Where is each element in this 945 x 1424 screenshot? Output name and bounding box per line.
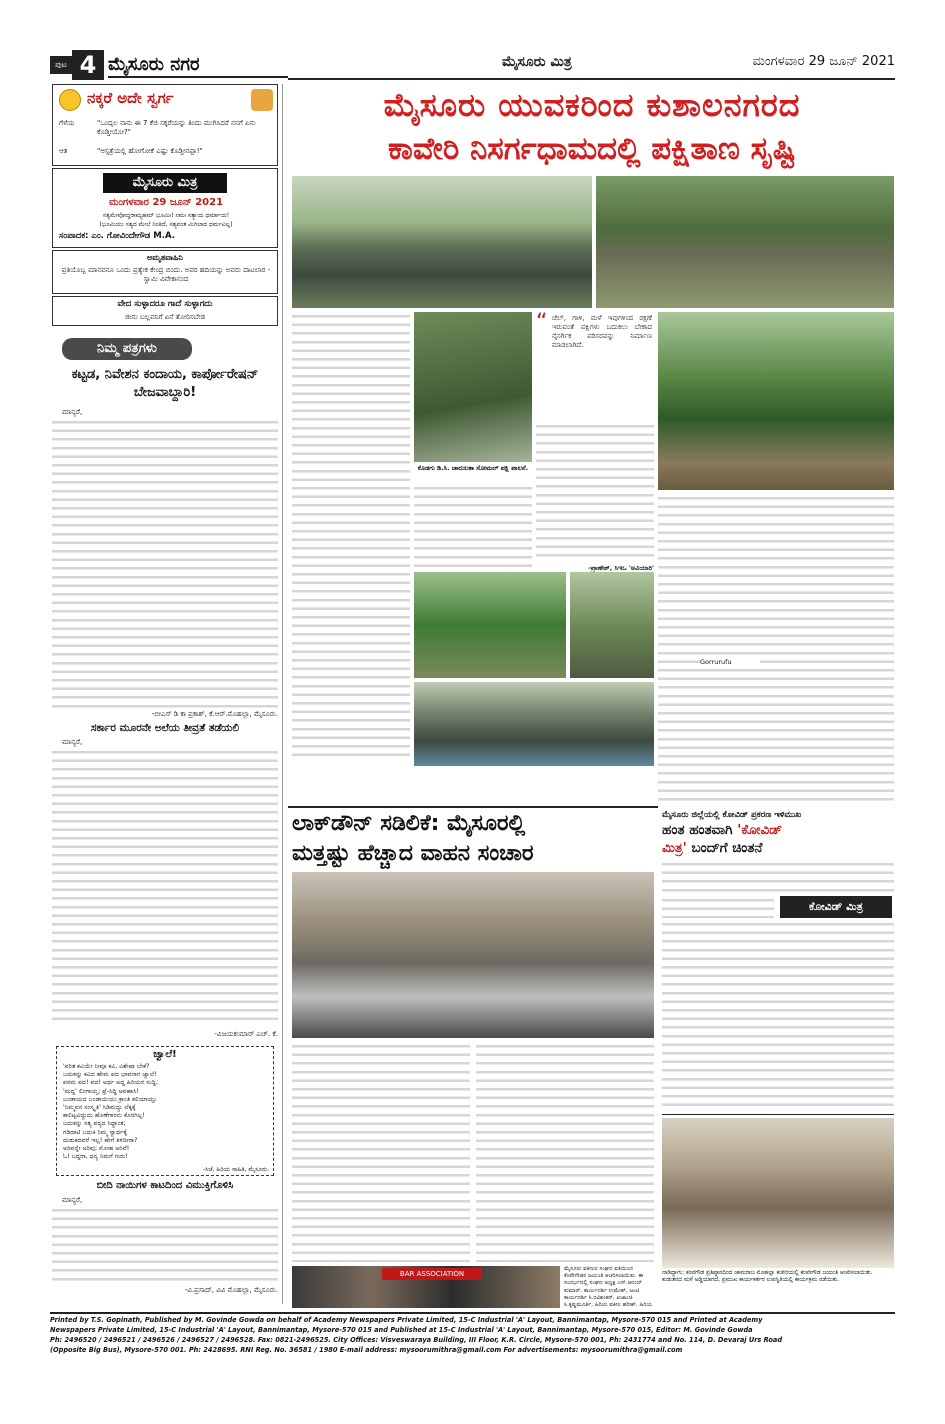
amrutavahini-text: ಪ್ರತಿಯೊಬ್ಬ ಮಾನವನೂ ಒಂದು ಪ್ರತ್ಯೇಕ ಕೇಂದ್ರ ಬಿಂದು. ಅವರ ಹದಿಯನ್ನು ಅವರು ದಾಟಲಾರ - ಸ್ವಾಮಿ ವಿವೇಕಾನಂದ bbox=[61, 266, 271, 283]
cartoon-icon bbox=[251, 89, 273, 111]
poem-line: 'ನಿಮ್ಮವನ ಸಂಸ್ಕೃತಿ' ಸಿಡಿಮದ್ದು ಲೆಕ್ಕಕ್ಕೆ bbox=[63, 1104, 136, 1112]
dogs-letter-title: ಬೀದಿ ನಾಯಿಗಳ ಕಾಟದಿಂದ ವಿಮುಕ್ತಿಗೊಳಿಸಿ bbox=[96, 1180, 234, 1191]
imprint-line-2: Newspapers Private Limited, 15-C Industrial 'A' Layout, Bannimantap, Mysore-570 015 and Published at 15-C Industrial 'A' Layout, Bannimantap, Mysore-570 015, Editor: M. Govinde Gowda bbox=[50, 1326, 753, 1334]
gorurafu-label: Gorrurufu bbox=[700, 658, 760, 666]
letter-2-signature: -ವಿಜಯಕುಮಾರ್ ಎಚ್. ಕೆ. bbox=[214, 1030, 278, 1038]
column-divider bbox=[282, 84, 283, 1304]
covid-headline-2-a: ಹಂತ ಹಂತವಾಗಿ bbox=[662, 822, 738, 838]
masthead-motto-2: (ಭೂಮಿಯು ಸತ್ಯದ ಮೇಲೆ ನಿಂತಿದೆ, ಸತ್ಯವಂತ ಮಿಗಿಲಾದ ಧರ್ಮವಿಲ್ಲ) bbox=[99, 221, 233, 228]
page-header bbox=[50, 50, 895, 80]
quote-mark-icon: “ bbox=[536, 312, 548, 335]
poem-line: ಬದುಕನ್ನು ಕವಿದ ಹೇಮ ಪದ ಭಾವನಾಗ ಜ್ವಾಲೆ! bbox=[63, 1071, 157, 1079]
imprint-line-4: (Opposite Big Bus), Mysore-570 001. Ph: 2428695. RNI Reg. No. 36581 / 1980 E-mail address: mysoorumithra@gmail.com For advertisements: mysoorumithra@gmail.com bbox=[50, 1346, 683, 1354]
poem-line: ಅರಿವನ್ನೇ ಅರಿವು; ಮೋಹ ಅರಿವೆ! bbox=[63, 1145, 130, 1153]
waterfall-rockery-photo bbox=[414, 682, 654, 766]
lead-story-column-3 bbox=[536, 312, 654, 572]
lockdown-headline-2: ಮತ್ತಷ್ಟು ಹೆಚ್ಚಾದ ವಾಹನ ಸಂಚಾರ bbox=[292, 841, 534, 866]
letter-1-salute: ಮಾನ್ಯರೆ, bbox=[62, 408, 83, 416]
masthead-box-date: ಮಂಗಳವಾರ 29 ಜೂನ್ 2021 bbox=[108, 197, 224, 208]
poem-line: ದುಡುಕದವರೆ ಇಲ್ಲ! ಹೇಗೆ ತಿಳಿದೀರಾ? bbox=[63, 1136, 138, 1144]
lead-story-column-1 bbox=[292, 312, 410, 762]
covid-column-side bbox=[662, 896, 774, 918]
bar-association-text: ಮೈಸೂರು ವಕೀಲರ ಸಂಘದ ವತಿಯಿಂದ ಕೆಂಪೇಗೌಡರ ಜಯಂತಿ ಆಚರಿಸಲಾಯಿತು. ಈ ಸಂದರ್ಭದಲ್ಲಿ ಸಂಘದ ಅಧ್ಯಕ್ಷ ಎಸ್.ಆನಂದ್ ಕುಮಾರ್, ಕಾರ್ಯದರ್ಶಿ ಉಮೇಶ್, ಜಂಟಿ ಕಾರ್ಯದರ್ಶಿ ಸಿ.ರವಿಶಂಕರ್, ಖಜಾಂಚಿ ಸಿ.ಕೃಷ್ಣಮೂರ್ತಿ, ಹಿರಿಯ ವಕೀಲ ಹರೀಶ್, ಹಿರಿಯ bbox=[564, 1266, 653, 1308]
letter-1-signature: -ಬೀಎಸ್ ಡಿ ಕಾ ಪ್ರಕಾಶ್, ಕೆ.ಆರ್.ಮೊಹಲ್ಲಾ, ಮೈಸೂರು. bbox=[151, 710, 278, 718]
poem-signature: -ಸಿಜೆ, ಹಿರಿಯ ಸಾಹಿತಿ, ಮೈಸೂರು. bbox=[202, 1166, 269, 1173]
quote-body bbox=[536, 422, 654, 562]
poem-line: 'ಮದ್ದ' ಲಿಂಗಾಯ್ತ; ಫ್ರೆ-ಸಿದ್ಧಿ ಅವಹಾಸಿ! bbox=[63, 1087, 139, 1095]
letter-2-salute: ಮಾನ್ಯರೆ, bbox=[62, 738, 83, 746]
covid-photo-rule bbox=[662, 1114, 894, 1115]
poem-line: ಗಡಿದಾಟಿ ಬದುಕಿ ನಿಮ್ಮ ಸ್ವಾರ್ಥಕ್ಕೆ bbox=[63, 1128, 127, 1136]
pull-quote: ಚೆಲ್, ಗಾಳಿ, ಮಳೆ ಇವುಗಳಿಂದ ರಕ್ಷಣೆ ಇರುವಂತೆ ಪಕ್ಷಿಗಳು ಬದುಕಲು ಬೇಕಾದ ನೈಸರ್ಗಿಕ ಪರಿಸರವನ್ನು ನಿರ್ಮಾಣ ಮಾಡಲಾಗಿದೆ. bbox=[552, 314, 652, 349]
masthead-title: ಮೈಸೂರು ಮಿತ್ರ bbox=[502, 54, 572, 70]
lockdown-headline-1: ಲಾಕ್‌ಡೌನ್ ಸಡಿಲಿಕೆ: ಮೈಸೂರಲ್ಲಿ bbox=[292, 811, 526, 836]
masthead-box-name: ಮೈಸೂರು ಮಿತ್ರ bbox=[103, 173, 227, 193]
pull-quote-signature: -ಪ್ರಾಣೇಶ್, ಸಿಇಒ 'ಅವಿಯಾರಿ' bbox=[588, 564, 654, 572]
lockdown-column-1 bbox=[292, 1042, 470, 1262]
covid-headline-3-a: ಮಿತ್ರ' bbox=[662, 840, 687, 856]
lead-headline-2: ಕಾವೇರಿ ನಿಸರ್ಗಧಾಮದಲ್ಲಿ ಪಕ್ಷಿತಾಣ ಸೃಷ್ಟಿ bbox=[387, 131, 797, 167]
editor-line: ಸಂಪಾದಕ: ಎಂ. ಗೋವಿಂದೇಗೌಡ M.A. bbox=[59, 231, 175, 241]
masthead-motto-1: ಸತ್ಯಮೇವೋದ್ಧರಾಮ್ಯಹಮ್ ಭೂಮಿಃ! ನಮಃ ಸತ್ಯಾಯ ಧರ್ಮಾಯ! bbox=[102, 212, 230, 219]
letter-2-body bbox=[52, 748, 278, 1026]
kempegowda-jayanti-photo bbox=[662, 1118, 894, 1268]
lead-headline-1: ಮೈಸೂರು ಯುವಕರಿಂದ ಕುಶಾಲನಗರದ bbox=[383, 86, 801, 124]
dogs-letter-salute: ಮಾನ್ಯರೆ, bbox=[62, 1196, 83, 1204]
covid-headline-2 bbox=[662, 822, 894, 838]
letter-1-title: ಕಟ್ಟಡ, ನಿವೇಶನ ಕಂದಾಯ, ಕಾರ್ಪೋರೇಷನ್ ಬೇಜವಾಬ್ದಾರಿ! bbox=[71, 367, 259, 400]
lead-story-bottom-rule bbox=[288, 806, 658, 808]
masthead-box bbox=[52, 168, 278, 248]
page-label: ಪುಟ bbox=[50, 56, 72, 74]
joke-question: "ಒಂದ್ಸಲ ನಾನು ಈ 7 ಕೆಜಿ ಸಕ್ಕರೆಯನ್ನು ತಿಂದು ಮುಗಿಸಿದರೆ ನನಗೆ ಏನು ಕೊಡ್ತೀಯೋ?" bbox=[97, 119, 256, 136]
dc-photo-caption: ಕೊಡಗು ಡಿ.ಸಿ. ಚಾರುಲತಾ ಸೋಮಲ್ ಪಕ್ಷಿ ಪಾಲನೆ. bbox=[417, 464, 529, 472]
lockdown-column-2 bbox=[476, 1042, 654, 1262]
lead-story-column-2 bbox=[414, 484, 532, 572]
dc-with-bird-photo bbox=[414, 312, 532, 462]
bar-association-banner: BAR ASSOCIATION bbox=[382, 1268, 482, 1280]
amrutavahini-title: ಅಮೃತವಾಹಿನಿ bbox=[147, 253, 183, 262]
joke-question-label: ಗೆಳೆಯ bbox=[59, 119, 75, 127]
joke-box bbox=[52, 84, 278, 166]
joke-answer: "ಆಸ್ಪತ್ರೆಯಲ್ಲಿ ಹೋಗೋಕೆ ಎಷ್ಟು ಕೊಡ್ತೀನಪ್ಪಾ!" bbox=[97, 147, 203, 155]
poem-line: ಬಂಡಾಯದ ಬಂಡಾಯಿಯು ಕ್ರಾಂತಿ ಕಲಿಯಾಯ್ತು bbox=[63, 1095, 157, 1103]
joke-box-title: ನಕ್ಕರೆ ಅದೇ ಸ್ವರ್ಗ bbox=[87, 89, 174, 107]
poem-title: ಜ್ವಾಲೆ! bbox=[153, 1049, 177, 1060]
section-title: ಮೈಸೂರು ನಗರ bbox=[108, 52, 288, 78]
letters-section-title: ನಿಮ್ಮ ಪತ್ರಗಳು bbox=[62, 338, 192, 360]
letter-2-title: ಸರ್ಕಾರ ಮೂರನೇ ಅಲೆಯ ತೀವ್ರತೆ ತಡೆಯಲಿ bbox=[90, 722, 240, 734]
footer-rule bbox=[50, 1312, 895, 1314]
covid-column-top bbox=[662, 860, 894, 894]
proverb-line-1: ವೇದ ಸುಳ್ಳಾದರೂ ಗಾದೆ ಸುಳ್ಳಾಗದು bbox=[117, 299, 213, 309]
covid-headline-2-b: 'ಕೋವಿಡ್ bbox=[737, 822, 783, 838]
imprint-line-1: Printed by T.S. Gopinath, Published by M. Govinde Gowda on behalf of Academy Newspapers Private Limited, 15-C Industrial 'A' Layout, Bannimantap, Mysore-570 015 and Printed at Academy bbox=[50, 1316, 763, 1324]
proverb-line-2: ಜೀನು ಬಲ್ಲವನಿಗೆ ಏನೆ ತೋರಿಸಬೇಡ bbox=[124, 313, 206, 321]
poem-line: ಕಾಲಿಟ್ಟವಿದ್ದುದು ಹೊಣೆಗಾರನು ಕೊರಗಿಲ್ಲ! bbox=[63, 1112, 145, 1120]
letter-1-body bbox=[52, 418, 278, 708]
header-rule bbox=[288, 78, 895, 80]
joke-answer-label: ಆತ bbox=[59, 147, 68, 155]
dogs-letter-signature: -ವಿ.ಪ್ರಸಾದ್, ವಿವಿ ಮೊಹಲ್ಲಾ, ಮೈಸೂರು. bbox=[184, 1286, 278, 1294]
kempegowda-caption: ನಾಡಿದ್ದಾಗು: ಕಂಪೆಗೌಡ ಪ್ರತಿಷ್ಠಾನದಿಂದ ಚಾಮರಾಜ ಮೊಹಲ್ಲಾ ಕಚೇರಿಯಲ್ಲಿ ಕೆಂಪೇಗೌಡ ಜಯಂತಿ ಆಚರಿಸಲಾಯಿತು. ಕುಡುತನದ ಮಳೆ ಅಡ್ಡಿಯಾಗದೆ, ಪ್ರಮುಖ ಕಾರ್ಯಕರ್ತರ ಉಪಸ್ಥಿತಿಯಲ್ಲಿ ಕಾರ್ಯಕ್ರಮ ನಡೆಯಿತು. bbox=[662, 1270, 873, 1284]
lead-story-column-4 bbox=[658, 494, 894, 804]
poem-line: ಓ! ಬದ್ಧರಾ, ಧನ್ಯ ನಿಮಗೆ ಗುರು! bbox=[63, 1153, 128, 1161]
poem-box bbox=[56, 1046, 274, 1176]
dogs-letter-body bbox=[52, 1206, 278, 1284]
traffic-street-photo bbox=[292, 872, 654, 1038]
covid-column-body bbox=[662, 920, 894, 1112]
amrutavahini-box bbox=[52, 250, 278, 294]
poem-lines bbox=[63, 1063, 269, 1161]
poem-line: ಪರಮ ಪದ! ಪದ! ಅರ್ಥ ಅದ್ದ ಹಿರಿಯರ ಸುದ್ದಿ; bbox=[63, 1079, 159, 1087]
proverb-box bbox=[52, 296, 278, 326]
man-with-parrot-photo bbox=[570, 572, 654, 678]
laughing-face-icon bbox=[59, 89, 81, 111]
covid-mitra-logo: ಕೋವಿಡ್ ಮಿತ್ರ bbox=[780, 896, 892, 918]
covid-headline-1: ಮೈಸೂರು ಜಿಲ್ಲೆಯಲ್ಲಿ ಕೋವಿಡ್ ಪ್ರಕರಣ ಇಳಿಮುಖ bbox=[662, 810, 802, 820]
imprint-line-3: Ph: 2496520 / 2496521 / 2496526 / 2496527 / 2496528. Fax: 0821-2496525. City Offices: Visveswaraya Building, III Floor, K.R. Circle, Mysore-570 001, Ph: 2431774 and No. 114, D. Devaraj Urs Road bbox=[50, 1336, 783, 1344]
poem-line: 'ವರಿತ ಕವಿಯೇ ನೀವೂ ಕವಿ, ವಿಶೇಷಾ ಬೇಕೆ? bbox=[63, 1063, 150, 1070]
bar-association-photo bbox=[292, 1266, 560, 1308]
green-tunnel-photo bbox=[414, 572, 566, 678]
aviary-entrance-photo bbox=[292, 176, 592, 308]
page-number: 4 bbox=[72, 50, 104, 80]
green-cage-photo bbox=[658, 312, 894, 490]
poem-line: ಬದುಕನ್ನು ಸತ್ಯ ಪಠ್ಯದ ಸಿಧ್ಧಾಂತ; bbox=[63, 1120, 126, 1128]
covid-headline-3-b: ಬಂದ್‌ಗೆ ಚಿಂತನೆ bbox=[686, 840, 763, 856]
aviary-cage-photo bbox=[596, 176, 894, 308]
covid-headline-3 bbox=[662, 840, 894, 856]
header-date: ಮಂಗಳವಾರ 29 ಜೂನ್ 2021 bbox=[752, 54, 895, 69]
